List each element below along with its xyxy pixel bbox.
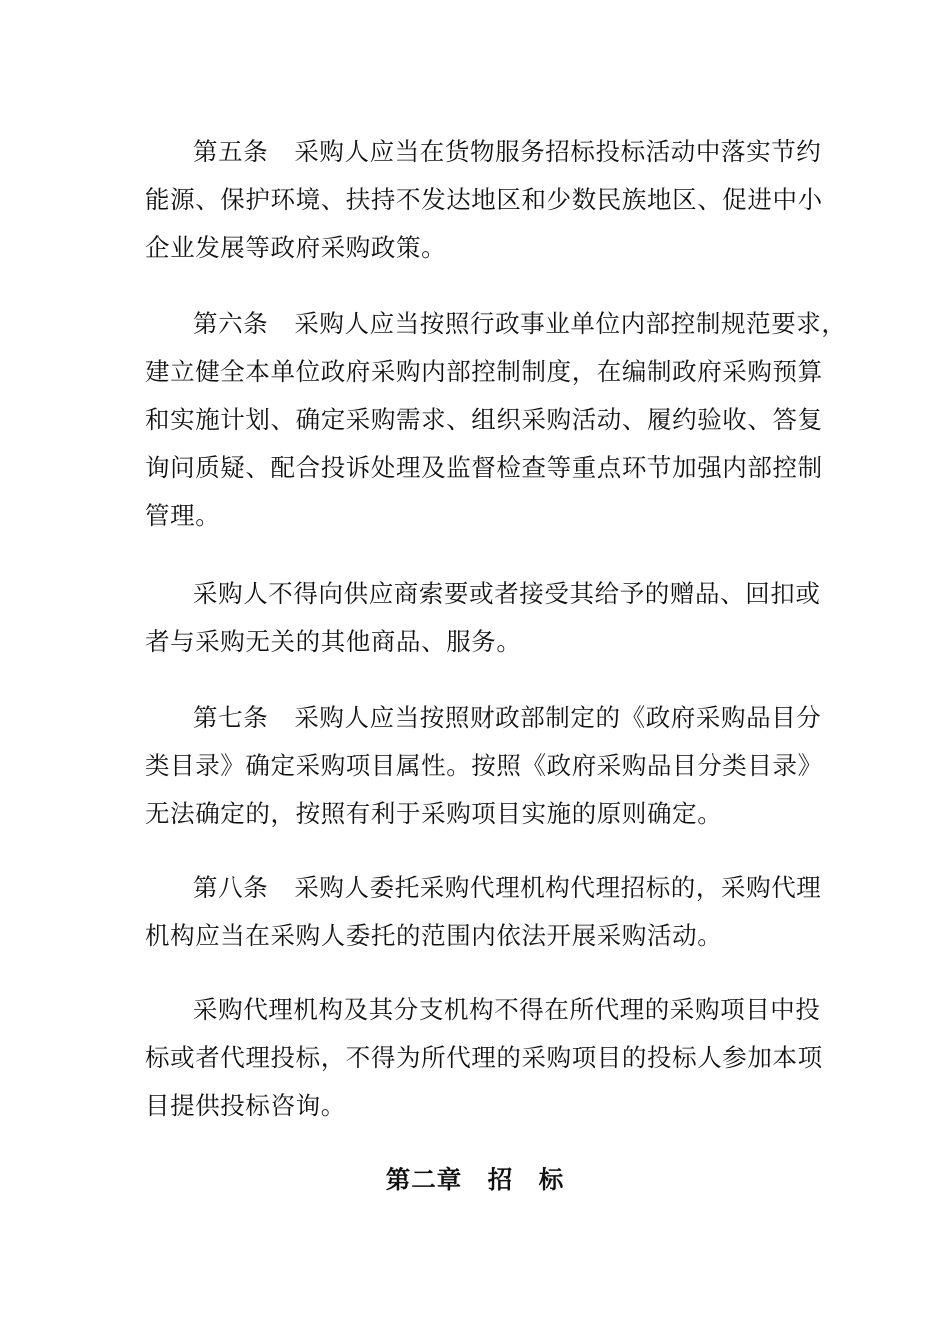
article-6 (145, 300, 847, 540)
article-7-line-3: 无法确定的，按照有利于采购项目实施的原则确定。 (145, 799, 723, 828)
chapter-heading: 第二章 招 标 (385, 1165, 565, 1194)
article-8-p2-line-2: 标或者代理投标，不得为所代理的采购项目的投标人参加本项 (145, 1043, 823, 1072)
article-8-paragraph-2 (145, 986, 823, 1130)
article-8-line-2: 机构应当在采购人委托的范围内依法开展采购活动。 (145, 921, 723, 950)
article-6-line-5: 管理。 (145, 501, 221, 530)
article-6-p2-line-1: 采购人不得向供应商索要或者接受其给予的赠品、回扣或 (193, 579, 821, 608)
article-6-p2-line-2: 者与采购无关的其他商品、服务。 (145, 627, 522, 656)
article-5-line-3: 企业发展等政府采购政策。 (145, 233, 447, 262)
article-6-line-3: 和实施计划、确定采购需求、组织采购活动、履约验收、答复 (145, 405, 823, 434)
article-8-p2-line-1: 采购代理机构及其分支机构不得在所代理的采购项目中投 (193, 995, 821, 1024)
article-5 (145, 128, 823, 272)
article-8-p2-line-3: 目提供投标咨询。 (145, 1091, 346, 1120)
article-7-line-2: 类目录》确定采购项目属性。按照《政府采购品目分类目录》 (145, 751, 823, 780)
article-6-line-2: 建立健全本单位政府采购内部控制制度，在编制政府采购预算 (145, 357, 823, 386)
article-8-line-1: 第八条 采购人委托采购代理机构代理招标的，采购代理 (193, 873, 822, 902)
article-6-line-1: 第六条 采购人应当按照行政事业单位内部控制规范要求， (193, 309, 847, 338)
article-8-label: 第八条 (193, 873, 269, 902)
article-6-paragraph-2 (145, 570, 821, 666)
article-7-line-1: 第七条 采购人应当按照财政部制定的《政府采购品目分 (193, 703, 822, 732)
article-6-label: 第六条 (193, 309, 269, 338)
article-6-line-4: 询问质疑、配合投诉处理及监督检查等重点环节加强内部控制 (145, 453, 823, 482)
article-8 (145, 864, 822, 960)
article-5-line-1: 第五条 采购人应当在货物服务招标投标活动中落实节约 (193, 137, 822, 166)
article-7-label: 第七条 (193, 703, 269, 732)
article-7 (145, 694, 823, 838)
article-5-line-2: 能源、保护环境、扶持不发达地区和少数民族地区、促进中小 (145, 185, 823, 214)
article-5-label: 第五条 (193, 137, 269, 166)
